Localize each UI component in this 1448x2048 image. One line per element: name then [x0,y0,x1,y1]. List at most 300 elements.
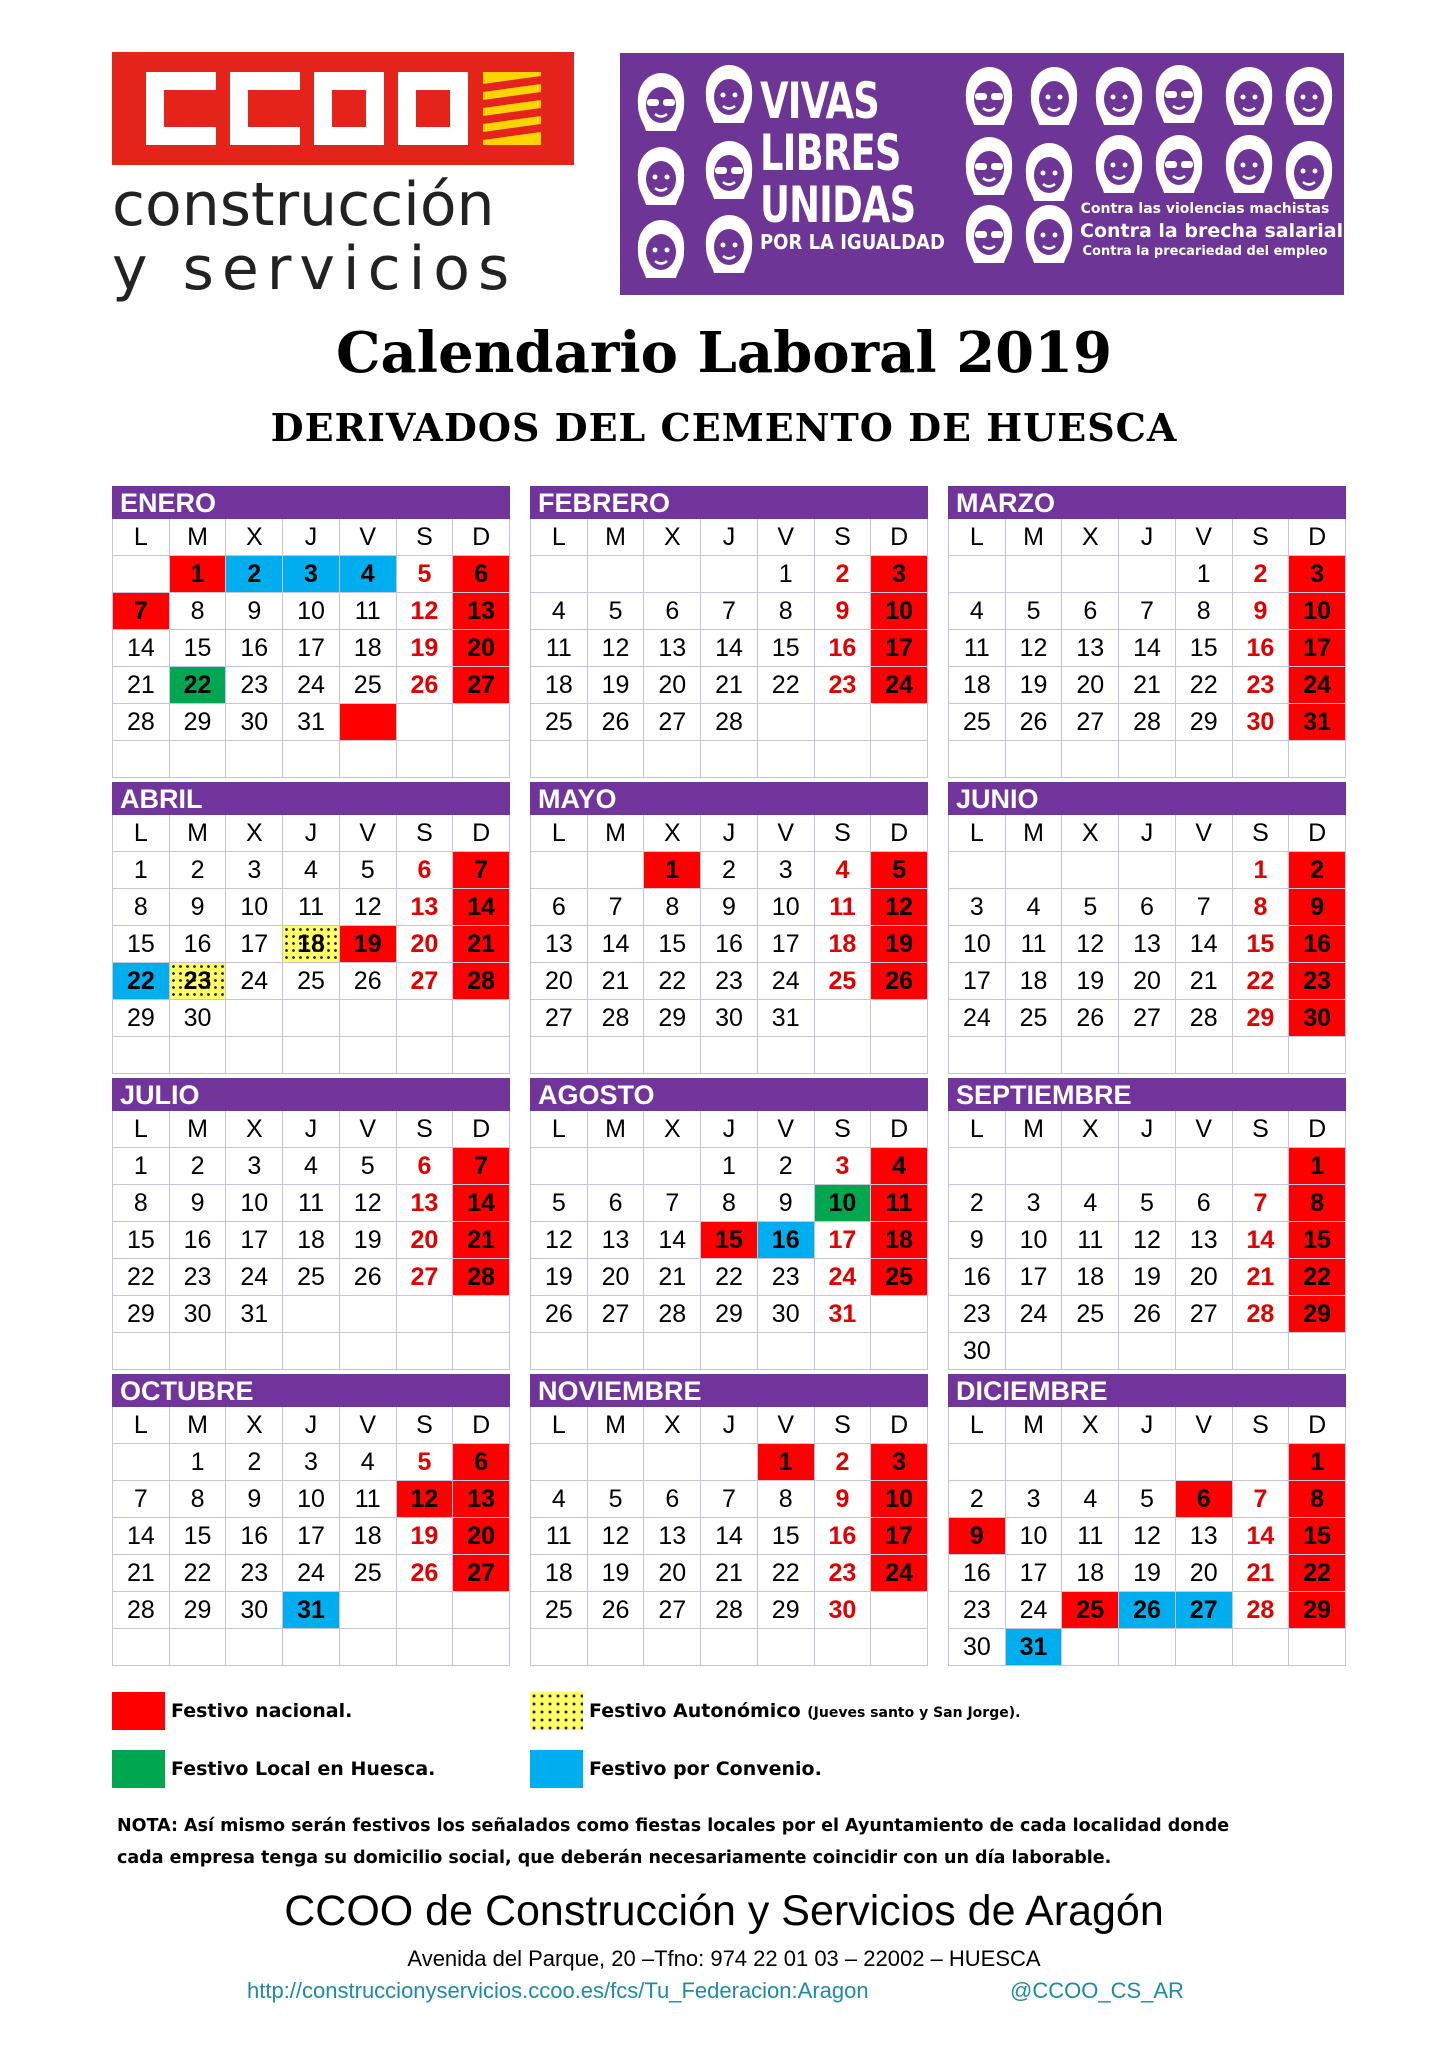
day-cell: 26 [1119,1296,1176,1333]
weekday-header: V [1176,1111,1233,1148]
day-cell: 24 [226,1259,283,1296]
day-cell: 28 [113,704,170,741]
weekday-header: L [113,1111,170,1148]
day-cell: 25 [283,1259,340,1296]
empty-cell [1119,741,1176,778]
empty-cell [1176,1037,1233,1074]
empty-cell [1289,1629,1346,1666]
empty-cell [340,1037,397,1074]
day-cell: 23 [226,667,283,704]
empty-cell [1062,852,1119,889]
weekday-header: J [283,1407,340,1444]
empty-cell [815,704,872,741]
day-cell: 4 [949,593,1006,630]
day-cell: 31 [1006,1629,1063,1666]
day-cell: 29 [1289,1296,1346,1333]
weekday-header: X [644,519,701,556]
empty-cell [871,1592,928,1629]
weekday-header: V [1176,519,1233,556]
day-cell: 5 [1062,889,1119,926]
weekday-header: M [1006,519,1063,556]
legend-label: Festivo nacional. [171,1700,353,1722]
day-cell: 24 [871,1555,928,1592]
empty-cell [170,1333,227,1370]
day-cell: 29 [644,1000,701,1037]
day-cell: 4 [531,593,588,630]
empty-cell [453,704,510,741]
weekday-header: V [758,1407,815,1444]
page-subtitle: DERIVADOS DEL CEMENTO DE HUESCA [270,405,1178,450]
day-cell: 14 [113,630,170,667]
empty-cell [113,1333,170,1370]
day-cell: 18 [283,926,340,963]
day-cell: 19 [531,1259,588,1296]
empty-cell [113,1037,170,1074]
day-cell: 13 [397,889,454,926]
day-cell: 23 [815,667,872,704]
day-cell: 30 [758,1296,815,1333]
weekday-header: D [1289,519,1346,556]
day-cell: 27 [644,1592,701,1629]
day-cell: 9 [949,1518,1006,1555]
day-cell: 14 [453,889,510,926]
empty-cell [113,741,170,778]
face-icon [1025,65,1083,127]
day-cell: 25 [531,704,588,741]
day-cell: 29 [170,704,227,741]
day-cell: 11 [1062,1518,1119,1555]
day-cell: 18 [815,926,872,963]
weekday-header: D [871,815,928,852]
day-cell: 18 [340,630,397,667]
empty-cell [531,852,588,889]
month-diciembre [948,1374,1346,1666]
legend-convenio [530,1750,822,1788]
banner-title [760,72,960,254]
empty-cell [226,1333,283,1370]
month-name: FEBRERO [530,486,928,519]
day-cell: 17 [758,926,815,963]
face-icon [960,203,1018,265]
day-cell: 15 [1176,630,1233,667]
weekday-header: V [1176,815,1233,852]
weekday-header: M [170,1111,227,1148]
month-agosto [530,1078,928,1370]
weekday-header: S [815,815,872,852]
day-cell: 23 [170,963,227,1000]
legend-autonomico [530,1692,1020,1730]
weekday-header: M [588,1407,645,1444]
day-cell: 3 [226,1148,283,1185]
weekday-header: X [226,1407,283,1444]
banner-title-line: VIVAS [760,72,880,130]
day-cell: 27 [453,1555,510,1592]
day-cell: 24 [871,667,928,704]
day-cell: 16 [170,1222,227,1259]
day-cell: 7 [1233,1481,1290,1518]
empty-cell [226,1037,283,1074]
empty-cell [758,1629,815,1666]
empty-cell [283,1296,340,1333]
weekday-header: M [1006,1407,1063,1444]
empty-cell [340,704,397,741]
empty-cell [1176,741,1233,778]
ccoo-logo-box [112,52,574,165]
day-cell: 8 [113,1185,170,1222]
month-grid [530,519,928,778]
day-cell: 30 [170,1296,227,1333]
footer-social-handle[interactable]: @CCOO_CS_AR [1010,1978,1184,2003]
empty-cell [1119,1444,1176,1481]
empty-cell [340,1296,397,1333]
day-cell: 28 [701,1592,758,1629]
day-cell: 26 [871,963,928,1000]
weekday-header: D [871,1111,928,1148]
day-cell: 3 [283,556,340,593]
day-cell: 12 [588,1518,645,1555]
day-cell: 6 [1176,1481,1233,1518]
day-cell: 8 [758,593,815,630]
weekday-header: S [1233,1407,1290,1444]
day-cell: 22 [758,667,815,704]
day-cell: 22 [644,963,701,1000]
day-cell: 9 [1289,889,1346,926]
empty-cell [170,1037,227,1074]
face-icon [1020,141,1078,203]
day-cell: 10 [871,1481,928,1518]
empty-cell [1233,741,1290,778]
day-cell: 4 [1062,1481,1119,1518]
empty-cell [283,1037,340,1074]
day-cell: 3 [949,889,1006,926]
weekday-header: M [1006,815,1063,852]
day-cell: 4 [340,556,397,593]
weekday-header: X [1062,519,1119,556]
day-cell: 15 [170,630,227,667]
day-cell: 15 [758,630,815,667]
month-grid [112,1111,510,1370]
day-cell: 16 [815,630,872,667]
day-cell: 27 [644,704,701,741]
empty-cell [1176,1444,1233,1481]
day-cell: 30 [815,1592,872,1629]
day-cell: 25 [949,704,1006,741]
month-febrero [530,486,928,778]
day-cell: 14 [644,1222,701,1259]
day-cell: 29 [1289,1592,1346,1629]
day-cell: 21 [113,1555,170,1592]
weekday-header: L [949,1111,1006,1148]
day-cell: 19 [340,1222,397,1259]
footer-org: CCOO de Construcción y Servicios de Aragón [284,1887,1164,1935]
day-cell: 8 [113,889,170,926]
empty-cell [1119,556,1176,593]
day-cell: 12 [340,889,397,926]
day-cell: 12 [1062,926,1119,963]
empty-cell [815,741,872,778]
empty-cell [588,1148,645,1185]
month-julio [112,1078,510,1370]
empty-cell [644,1148,701,1185]
empty-cell [1006,1037,1063,1074]
day-cell: 16 [701,926,758,963]
day-cell: 17 [226,926,283,963]
empty-cell [588,852,645,889]
day-cell: 24 [1006,1592,1063,1629]
empty-cell [226,1000,283,1037]
day-cell: 2 [170,1148,227,1185]
day-cell: 22 [1289,1259,1346,1296]
day-cell: 6 [644,593,701,630]
day-cell: 29 [701,1296,758,1333]
day-cell: 14 [701,1518,758,1555]
day-cell: 1 [113,852,170,889]
weekday-header: L [949,1407,1006,1444]
weekday-header: L [113,1407,170,1444]
day-cell: 20 [453,1518,510,1555]
day-cell: 18 [531,667,588,704]
nota-line: NOTA: Así mismo serán festivos los señalados como fiestas locales por el Ayuntamiento de cada localidad donde [117,1816,1230,1836]
day-cell: 31 [1289,704,1346,741]
empty-cell [397,1000,454,1037]
day-cell: 11 [531,1518,588,1555]
day-cell: 1 [758,556,815,593]
empty-cell [949,852,1006,889]
day-cell: 23 [758,1259,815,1296]
empty-cell [701,1333,758,1370]
day-cell: 21 [1176,963,1233,1000]
weekday-header: M [170,1407,227,1444]
empty-cell [1006,556,1063,593]
weekday-header: V [340,815,397,852]
day-cell: 4 [871,1148,928,1185]
day-cell: 5 [397,556,454,593]
empty-cell [701,741,758,778]
day-cell: 5 [588,593,645,630]
day-cell: 25 [340,667,397,704]
day-cell: 20 [453,630,510,667]
day-cell: 13 [1062,630,1119,667]
day-cell: 22 [1289,1555,1346,1592]
weekday-header: V [340,519,397,556]
day-cell: 18 [1062,1555,1119,1592]
day-cell: 15 [1289,1222,1346,1259]
day-cell: 13 [588,1222,645,1259]
day-cell: 13 [644,630,701,667]
weekday-header: L [113,519,170,556]
month-name: NOVIEMBRE [530,1374,928,1407]
day-cell: 23 [170,1259,227,1296]
face-icon [1280,65,1338,127]
legend-label: Festivo por Convenio. [589,1758,822,1780]
footer-url-link[interactable]: http://construccionyservicios.ccoo.es/fcs/Tu_Federacion:Aragon [247,1978,869,2003]
day-cell: 9 [170,889,227,926]
day-cell: 21 [453,1222,510,1259]
day-cell: 11 [531,630,588,667]
day-cell: 30 [170,1000,227,1037]
empty-cell [453,1629,510,1666]
empty-cell [531,741,588,778]
day-cell: 10 [283,593,340,630]
empty-cell [815,1629,872,1666]
empty-cell [1289,1037,1346,1074]
month-grid [530,1407,928,1666]
day-cell: 24 [758,963,815,1000]
day-cell: 17 [1006,1555,1063,1592]
day-cell: 2 [1233,556,1290,593]
day-cell: 27 [453,667,510,704]
day-cell: 23 [949,1296,1006,1333]
day-cell: 23 [226,1555,283,1592]
weekday-header: D [1289,1407,1346,1444]
day-cell: 8 [701,1185,758,1222]
day-cell: 6 [453,1444,510,1481]
day-cell: 1 [113,1148,170,1185]
empty-cell [644,1037,701,1074]
empty-cell [1062,741,1119,778]
day-cell: 21 [1233,1259,1290,1296]
day-cell: 2 [170,852,227,889]
day-cell: 25 [531,1592,588,1629]
day-cell: 19 [397,630,454,667]
day-cell: 7 [453,852,510,889]
empty-cell [949,556,1006,593]
day-cell: 14 [1233,1222,1290,1259]
weekday-header: J [701,815,758,852]
empty-cell [871,1629,928,1666]
weekday-header: M [588,815,645,852]
empty-cell [226,1629,283,1666]
day-cell: 17 [283,1518,340,1555]
empty-cell [871,1296,928,1333]
empty-cell [397,1629,454,1666]
weekday-header: S [397,815,454,852]
day-cell: 29 [1176,704,1233,741]
day-cell: 2 [758,1148,815,1185]
day-cell: 27 [397,963,454,1000]
day-cell: 2 [949,1185,1006,1222]
day-cell: 14 [1176,926,1233,963]
weekday-header: L [949,519,1006,556]
day-cell: 29 [1233,1000,1290,1037]
day-cell: 6 [531,889,588,926]
day-cell: 9 [170,1185,227,1222]
empty-cell [453,1000,510,1037]
day-cell: 30 [226,704,283,741]
day-cell: 26 [397,1555,454,1592]
day-cell: 3 [1006,1185,1063,1222]
weekday-header: D [453,1407,510,1444]
weekday-header: L [531,815,588,852]
day-cell: 27 [1062,704,1119,741]
empty-cell [1062,1444,1119,1481]
empty-cell [1176,1629,1233,1666]
day-cell: 30 [949,1333,1006,1370]
day-cell: 12 [1119,1518,1176,1555]
day-cell: 7 [113,1481,170,1518]
day-cell: 28 [701,704,758,741]
day-cell: 30 [949,1629,1006,1666]
weekday-header: S [1233,815,1290,852]
month-name: MAYO [530,782,928,815]
weekday-header: M [588,1111,645,1148]
day-cell: 3 [1289,556,1346,593]
day-cell: 13 [531,926,588,963]
empty-cell [588,1333,645,1370]
empty-cell [340,1629,397,1666]
month-enero [112,486,510,778]
day-cell: 9 [226,1481,283,1518]
weekday-header: S [815,519,872,556]
banner-tagline: POR LA IGUALDAD [760,230,945,254]
day-cell: 6 [397,1148,454,1185]
weekday-header: L [113,815,170,852]
day-cell: 20 [397,926,454,963]
month-name: ABRIL [112,782,510,815]
day-cell: 1 [170,1444,227,1481]
day-cell: 5 [397,1444,454,1481]
day-cell: 8 [170,1481,227,1518]
day-cell: 9 [226,593,283,630]
day-cell: 5 [1119,1481,1176,1518]
day-cell: 17 [949,963,1006,1000]
empty-cell [758,1037,815,1074]
empty-cell [1233,1444,1290,1481]
empty-cell [1233,1629,1290,1666]
day-cell: 10 [815,1185,872,1222]
weekday-header: D [453,1111,510,1148]
empty-cell [1006,741,1063,778]
face-icon [1150,63,1208,125]
day-cell: 22 [113,1259,170,1296]
day-cell: 1 [170,556,227,593]
day-cell: 13 [397,1185,454,1222]
day-cell: 22 [113,963,170,1000]
empty-cell [644,556,701,593]
day-cell: 21 [1233,1555,1290,1592]
day-cell: 25 [815,963,872,1000]
weekday-header: X [644,815,701,852]
empty-cell [531,1037,588,1074]
month-noviembre [530,1374,928,1666]
day-cell: 7 [453,1148,510,1185]
day-cell: 2 [815,1444,872,1481]
empty-cell [397,1333,454,1370]
day-cell: 12 [340,1185,397,1222]
day-cell: 16 [949,1259,1006,1296]
day-cell: 24 [283,667,340,704]
day-cell: 11 [1006,926,1063,963]
empty-cell [1119,1037,1176,1074]
empty-cell [453,1037,510,1074]
month-grid [948,519,1346,778]
weekday-header: J [283,519,340,556]
day-cell: 30 [1233,704,1290,741]
empty-cell [1233,1148,1290,1185]
day-cell: 9 [758,1185,815,1222]
day-cell: 27 [588,1296,645,1333]
day-cell: 28 [453,1259,510,1296]
logo-line-2: y servicios [112,234,518,304]
day-cell: 20 [1176,1555,1233,1592]
day-cell: 22 [1233,963,1290,1000]
empty-cell [871,1037,928,1074]
month-marzo [948,486,1346,778]
day-cell: 26 [340,1259,397,1296]
day-cell: 10 [1006,1518,1063,1555]
day-cell: 21 [701,667,758,704]
day-cell: 18 [949,667,1006,704]
